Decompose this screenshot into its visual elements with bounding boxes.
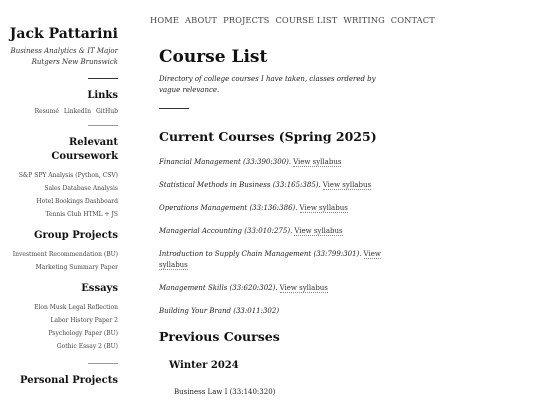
nav-course-list[interactable]: COURSE LIST	[275, 15, 338, 25]
essay-elon[interactable]: Elon Musk Legal Reflection	[34, 304, 118, 311]
top-nav	[150, 15, 435, 25]
course-item	[159, 306, 389, 317]
coursework-hotel[interactable]: Hotel Bookings Dashboard	[36, 198, 118, 205]
nav-projects[interactable]: PROJECTS	[223, 15, 270, 25]
course-item: Introduction to Supply Chain Management (33:799:301). View syllabus	[159, 250, 381, 269]
syllabus-link[interactable]: View syllabus	[299, 204, 348, 212]
course-name: Financial Management (33:390:300)	[159, 158, 289, 166]
group-marketing[interactable]: Marketing Summary Paper	[35, 264, 118, 271]
nav-contact[interactable]: CONTACT	[390, 15, 435, 25]
group-investment[interactable]: Investment Recommendation (BU)	[12, 251, 118, 258]
essays-list	[0, 301, 118, 353]
current-courses-heading: Current Courses (Spring 2025)	[159, 129, 377, 144]
divider	[88, 363, 118, 364]
course-item: Statistical Methods in Business (33:165:385). View syllabus	[159, 181, 372, 189]
tagline-major: Business Analytics & IT Major	[10, 47, 118, 55]
divider	[159, 108, 189, 109]
group-projects-heading: Group Projects	[34, 230, 118, 241]
syllabus-link[interactable]: View syllabus	[294, 227, 343, 235]
links-list	[0, 108, 118, 115]
coursework-spy[interactable]: S&P SPY Analysis (Python, CSV)	[18, 172, 118, 179]
coursework-list	[0, 169, 118, 221]
course-name: Management Skills (33:620:302)	[159, 284, 276, 292]
syllabus-link[interactable]: View syllabus	[322, 181, 372, 189]
term-heading: Winter 2024	[169, 360, 239, 371]
previous-courses-heading: Previous Courses	[159, 329, 280, 344]
sidebar	[0, 26, 118, 393]
site-name[interactable]: Jack Pattarini	[9, 26, 118, 42]
course-name: Building Your Brand (33:011:302)	[159, 307, 280, 315]
essays-heading: Essays	[81, 283, 118, 294]
link-linkedin[interactable]: LinkedIn	[63, 108, 91, 115]
course-name: Introduction to Supply Chain Management (33:799:301)	[159, 250, 360, 258]
syllabus-link[interactable]: View syllabus	[159, 250, 381, 269]
divider	[88, 78, 118, 79]
page-intro: Directory of college courses I have taken, classes ordered by vague relevance.	[159, 75, 376, 94]
course-name: Operations Management (33:136:386)	[159, 204, 296, 212]
syllabus-link[interactable]: View syllabus	[279, 284, 328, 292]
nav-home[interactable]: HOME	[150, 15, 179, 25]
group-projects-list	[0, 248, 118, 274]
links-heading: Links	[87, 90, 118, 101]
syllabus-link[interactable]: View syllabus	[293, 158, 342, 166]
essay-labor[interactable]: Labor History Paper 2	[50, 317, 118, 324]
link-github[interactable]: GitHub	[95, 108, 118, 115]
nav-writing[interactable]: WRITING	[343, 15, 385, 25]
main-content	[159, 46, 389, 396]
essay-psychology[interactable]: Psychology Paper (BU)	[48, 330, 118, 337]
past-course-item: Business Law I (33:140:320)	[174, 388, 276, 396]
coursework-tennis[interactable]: Tennis Club HTML + JS	[45, 211, 118, 218]
course-item: Managerial Accounting (33:010:275). View syllabus	[159, 227, 343, 235]
tagline-school: Rutgers New Brunswick	[31, 58, 118, 66]
course-item: Management Skills (33:620:302). View syllabus	[159, 284, 328, 292]
nav-about[interactable]: ABOUT	[185, 15, 218, 25]
tagline	[0, 46, 118, 68]
course-name: Managerial Accounting (33:010:275)	[159, 227, 291, 235]
essay-gothic[interactable]: Gothic Essay 2 (BU)	[56, 343, 118, 350]
course-item: Financial Management (33:390:300). View syllabus	[159, 158, 342, 166]
personal-projects-heading: Personal Projects	[20, 375, 118, 386]
divider	[88, 125, 118, 126]
course-name: Statistical Methods in Business (33:165:385)	[159, 181, 319, 189]
page-title: Course List	[159, 47, 268, 67]
course-item: Operations Management (33:136:386). View syllabus	[159, 204, 348, 212]
coursework-heading: Relevant Coursework	[51, 137, 118, 162]
link-resume[interactable]: Resumé	[34, 108, 59, 115]
coursework-sales-db[interactable]: Sales Database Analysis	[44, 185, 118, 192]
